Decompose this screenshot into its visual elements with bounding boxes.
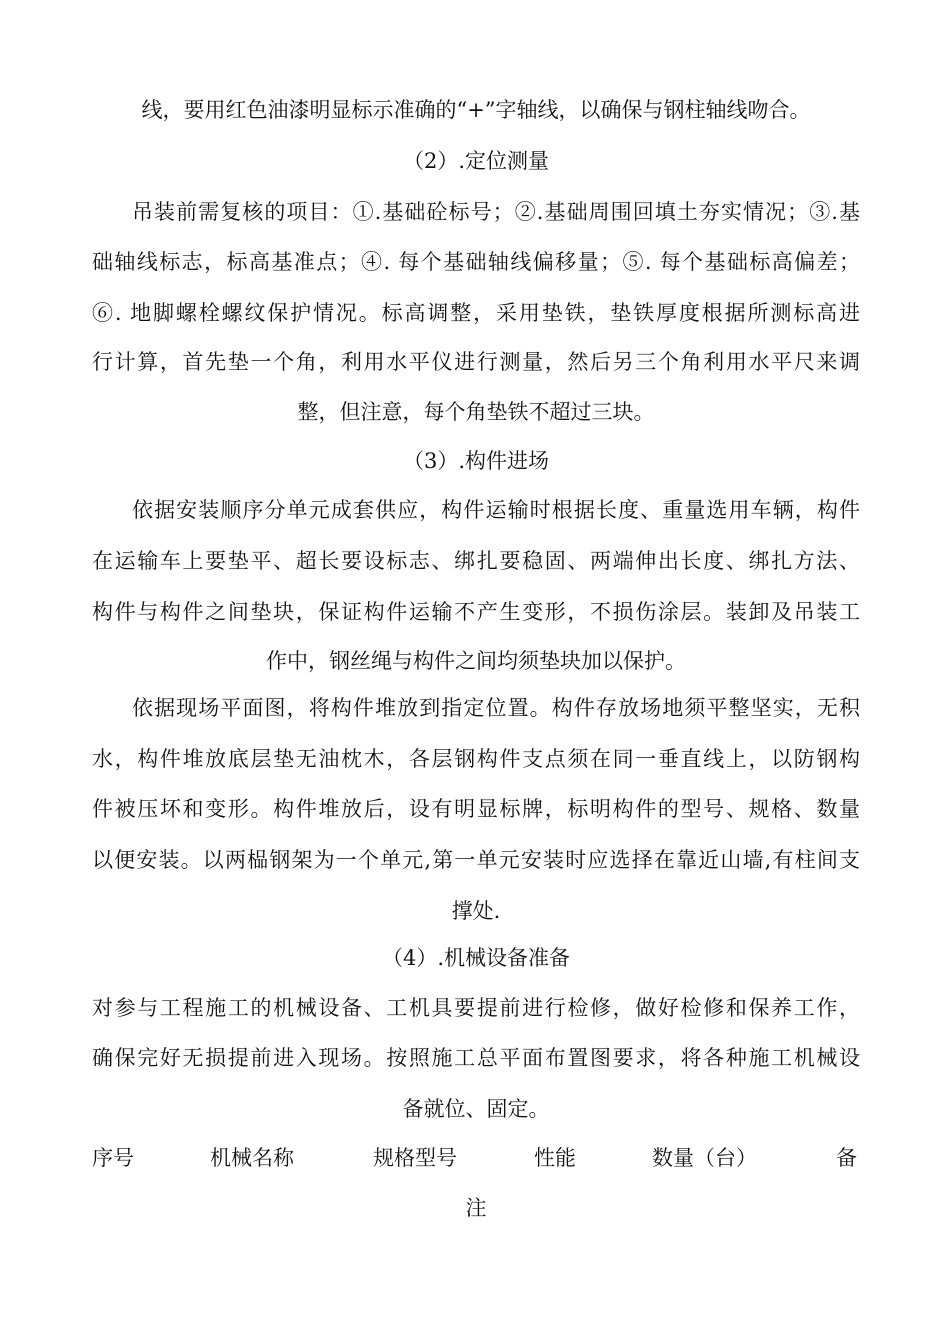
paragraph-line: 确保完好无损提前进入现场。按照施工总平面布置图要求，将各种施工机械设 — [92, 1046, 860, 1070]
section-heading-2: （2）.定位测量 — [402, 149, 550, 173]
section-heading-4: （4）.机械设备准备 — [381, 946, 571, 970]
paragraph-line: ⑥. 地脚螺栓螺纹保护情况。标高调整，采用垫铁，垫铁厚度根据所测标高进 — [92, 301, 860, 325]
paragraph-line: 备就位、固定。 — [402, 1097, 550, 1121]
paragraph-line: 吊装前需复核的项目：①.基础砼标号；②.基础周围回填土夯实情况；③.基 — [132, 200, 860, 224]
paragraph-line: 以便安装。以两榀钢架为一个单元,第一单元安装时应选择在靠近山墙,有柱间支 — [92, 848, 860, 872]
paragraph-line: 对参与工程施工的机械设备、工机具要提前进行检修，做好检修和保养工作， — [92, 996, 860, 1020]
paragraph-line: 构件与构件之间垫块，保证构件运输不产生变形，不损伤涂层。装卸及吊装工 — [92, 600, 860, 624]
paragraph-line: 件被压坏和变形。构件堆放后，设有明显标牌，标明构件的型号、规格、数量 — [92, 797, 860, 821]
header-cell-remarks: 备 — [836, 1146, 857, 1170]
paragraph-line: 依据安装顺序分单元成套供应，构件运输时根据长度、重量选用车辆，构件 — [132, 498, 860, 522]
paragraph-line: 行计算，首先垫一个角，利用水平仪进行测量，然后另三个角利用水平尺来调 — [92, 350, 860, 374]
paragraph-line: 水，构件堆放底层垫无油枕木，各层钢构件支点须在同一垂直线上，以防钢构 — [92, 747, 860, 771]
paragraph-line: 础轴线标志，标高基准点；④. 每个基础轴线偏移量；⑤. 每个基础标高偏差； — [92, 250, 860, 274]
header-cell-index: 序号 — [92, 1146, 134, 1170]
paragraph-line: 线，要用红色油漆明显标示准确的“+”字轴线，以确保与钢柱轴线吻合。 — [141, 98, 811, 122]
paragraph-line: 整，但注意，每个角垫铁不超过三块。 — [297, 400, 655, 424]
paragraph-line: 依据现场平面图，将构件堆放到指定位置。构件存放场地须平整坚实，无积 — [132, 696, 860, 720]
section-heading-3: （3）.构件进场 — [402, 449, 550, 473]
header-cell-performance: 性能 — [534, 1146, 576, 1170]
paragraph-line: 在运输车上要垫平、超长要设标志、绑扎要稳固、两端伸出长度、绑扎方法、 — [92, 549, 860, 573]
header-cell-model: 规格型号 — [373, 1146, 457, 1170]
header-cell-quantity: 数量（台） — [652, 1146, 757, 1170]
header-cell-machine-name: 机械名称 — [210, 1146, 294, 1170]
equipment-table-header — [92, 1143, 860, 1173]
paragraph-line: 作中，钢丝绳与构件之间均须垫块加以保护。 — [266, 649, 686, 673]
paragraph-line: 撑处. — [451, 899, 501, 923]
header-cell-remarks-wrap: 注 — [465, 1196, 487, 1220]
